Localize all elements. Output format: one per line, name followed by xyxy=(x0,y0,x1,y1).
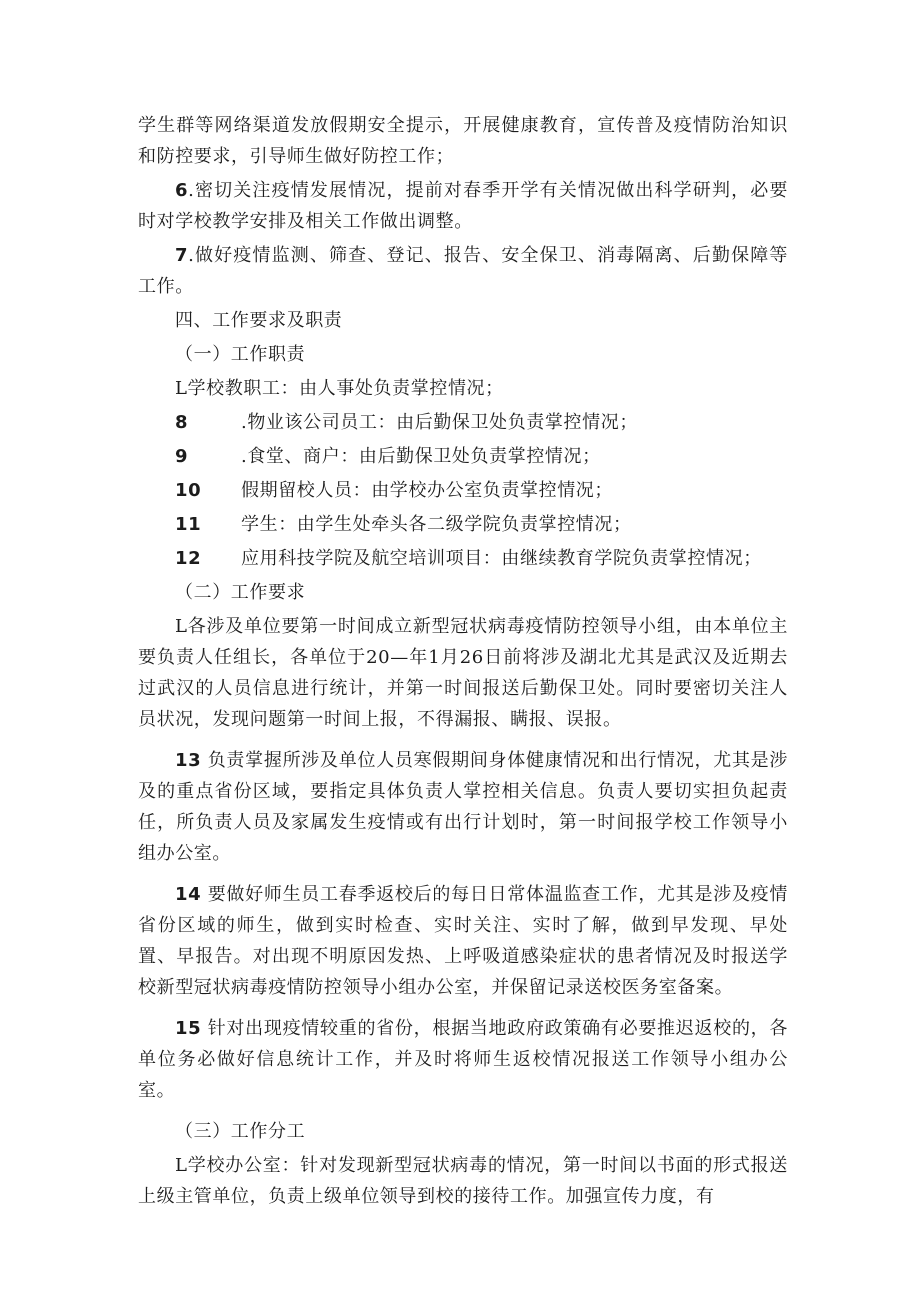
subsection-heading-division: （三）工作分工 xyxy=(175,1121,306,1142)
duty-item xyxy=(138,475,788,506)
item-number: 15 xyxy=(175,1018,202,1039)
requirement-item-1: L各涉及单位要第一时间成立新型冠状病毒疫情防控领导小组，由本单位主要负责人任组长，各单位于20—年1月26日前将涉及湖北尤其是武汉及近期去过武汉的人员信息进行统计，并第一时间报送后勤保卫处。同时要密切关注人员状况，发现问题第一时间上报，不得漏报、瞒报、误报。 xyxy=(138,616,788,730)
division-item-1: L学校办公室：针对发现新型冠状病毒的情况，第一时间以书面的形式报送上级主管单位，负责上级单位领导到校的接待工作。加强宣传力度，有 xyxy=(138,1155,788,1207)
duty-item-1: L学校教职工：由人事处负责掌控情况； xyxy=(175,378,504,399)
subsection-heading-duties: （一）工作职责 xyxy=(175,344,306,365)
duty-item xyxy=(138,441,788,472)
item-number: 10 xyxy=(175,480,202,501)
item-number: 11 xyxy=(175,514,202,535)
paragraph-item-7 xyxy=(138,240,788,302)
item-number: 9 xyxy=(175,446,189,467)
requirement-item-14 xyxy=(138,879,788,1003)
item-text: 负责掌握所涉及单位人员寒假期间身体健康情况和出行情况，尤其是涉及的重点省份区域，要指定具体负责人掌控相关信息。负责人要切实担负起责任，所负责人员及家属发生疫情或有出行计划时，第一时间报学校工作领导小组办公室。 xyxy=(138,750,788,864)
item-number: 13 xyxy=(175,750,202,771)
section-heading-4: 四、工作要求及职责 xyxy=(175,310,343,331)
subsection-heading-requirements: （二）工作要求 xyxy=(175,582,306,603)
duty-item xyxy=(138,543,788,574)
item-text: .做好疫情监测、筛查、登记、报告、安全保卫、消毒隔离、后勤保障等工作。 xyxy=(138,245,788,297)
duty-item xyxy=(138,509,788,540)
item-number: 7 xyxy=(175,245,189,266)
duty-item xyxy=(138,407,788,438)
paragraph-item-6 xyxy=(138,175,788,237)
item-number: 6 xyxy=(175,180,189,201)
item-text: 学生：由学生处牵头各二级学院负责掌控情况； xyxy=(241,514,632,535)
item-text: 假期留校人员：由学校办公室负责掌控情况； xyxy=(241,480,613,501)
paragraph-continued: 学生群等网络渠道发放假期安全提示，开展健康教育，宣传普及疫情防治知识和防控要求，引导师生做好防控工作； xyxy=(138,115,788,167)
requirement-item-15 xyxy=(138,1013,788,1106)
item-text: .食堂、商户：由后勤保卫处负责掌控情况； xyxy=(241,446,601,467)
item-text: 应用科技学院及航空培训项目：由继续教育学院负责掌控情况； xyxy=(241,548,762,569)
requirement-item-13 xyxy=(138,745,788,869)
item-number: 12 xyxy=(175,548,202,569)
item-text: 要做好师生员工春季返校后的每日日常体温监查工作，尤其是涉及疫情省份区域的师生，做到实时检查、实时关注、实时了解，做到早发现、早处置、早报告。对出现不明原因发热、上呼吸道感染症状的患者情况及时报送学校新型冠状病毒疫情防控领导小组办公室，并保留记录送校医务室备案。 xyxy=(138,884,788,998)
item-text: .密切关注疫情发展情况，提前对春季开学有关情况做出科学研判，必要时对学校教学安排及相关工作做出调整。 xyxy=(138,180,788,232)
item-text: .物业该公司员工：由后勤保卫处负责掌控情况； xyxy=(241,412,638,433)
item-number: 14 xyxy=(175,884,202,905)
item-text: 针对出现疫情较重的省份，根据当地政府政策确有必要推迟返校的，各单位务必做好信息统计工作，并及时将师生返校情况报送工作领导小组办公室。 xyxy=(138,1018,788,1101)
item-number: 8 xyxy=(175,412,189,433)
